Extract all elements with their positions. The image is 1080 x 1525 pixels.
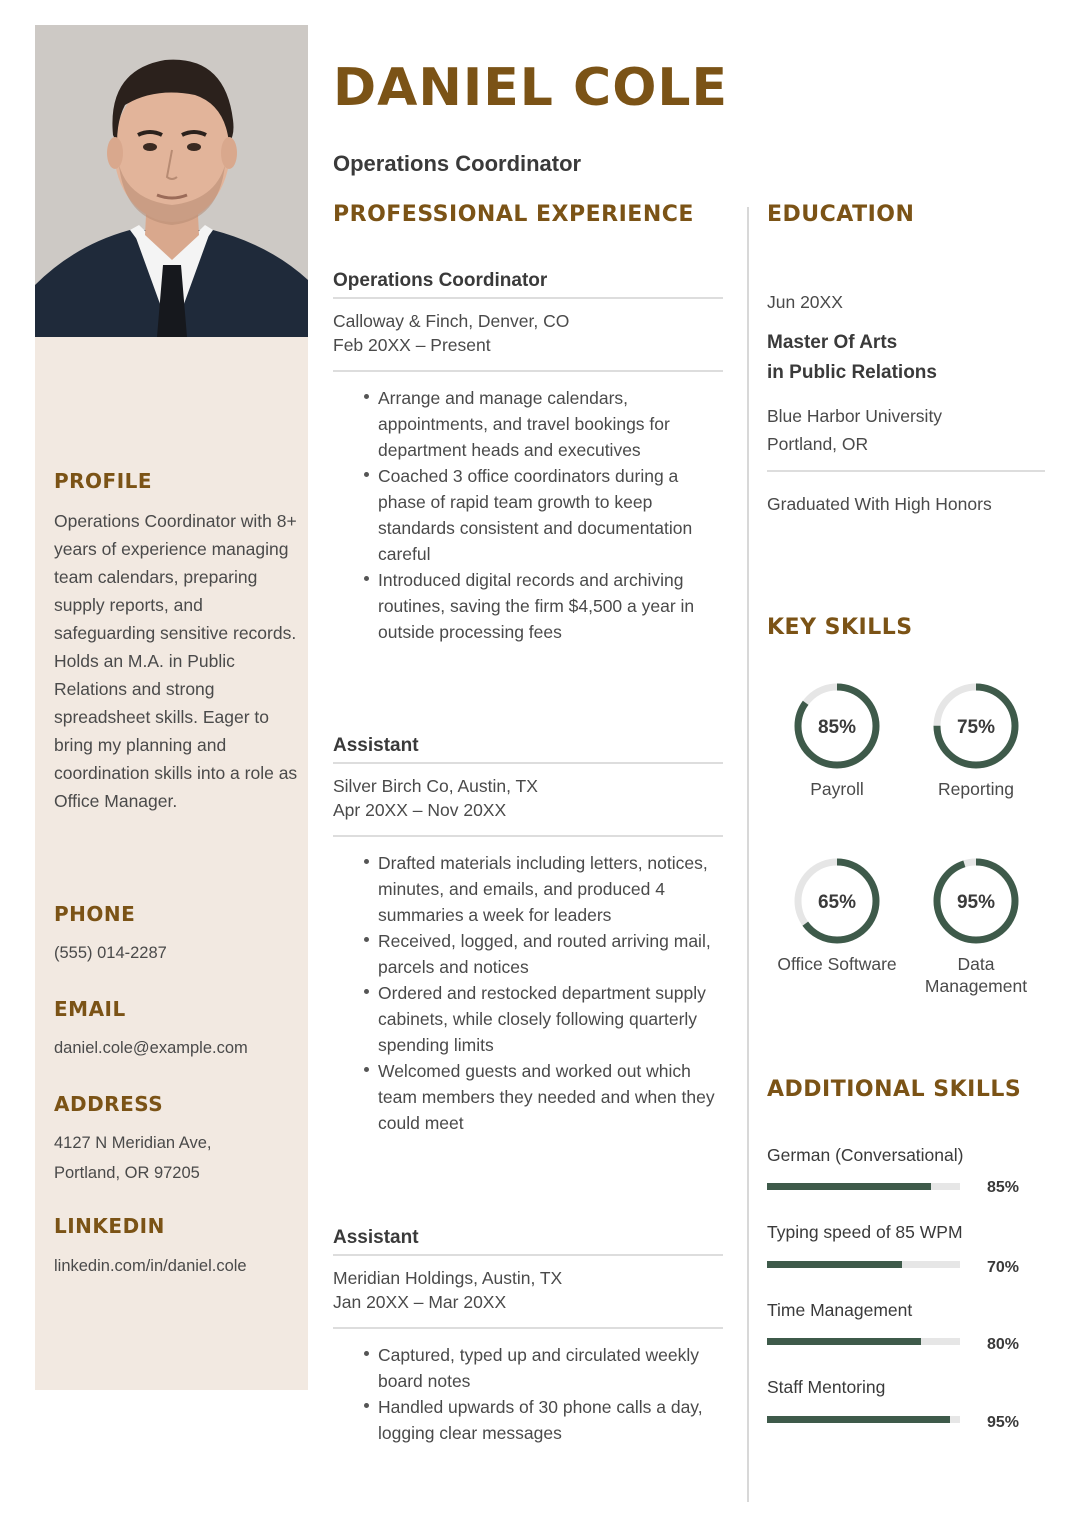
candidate-name: DANIEL COLE [333,58,729,118]
skill-label: Data Management [924,954,1028,996]
email-value: daniel.cole@example.com [54,1039,248,1057]
list-item: Welcomed guests and worked out which team members they needed and when they could meet [378,1058,723,1136]
skill-label: Payroll [810,779,864,799]
profile-heading: PROFILE [54,469,153,493]
skill-percent: 95% [956,892,996,913]
skill-percent: 85% [817,717,857,738]
list-item: Arrange and manage calendars, appointments, and travel bookings for department heads and executives [378,385,723,463]
job-company: Silver Birch Co, Austin, TX [333,776,538,796]
skill-bar-track [767,1261,960,1268]
job-dates: Apr 20XX – Nov 20XX [333,800,507,820]
divider [333,1254,723,1256]
list-item: Handled upwards of 30 phone calls a day, logging clear messages [378,1394,723,1446]
skill-ring [932,682,1020,770]
column-divider [747,207,749,1502]
additional-skill [767,1221,1037,1276]
job-role: Assistant [333,735,419,756]
job-entry [333,734,723,1136]
additional-skill-label: Staff Mentoring [767,1377,886,1397]
skill-bar-fill [767,1338,921,1345]
additional-skill [767,1376,1037,1431]
key-skill-reporting [896,682,1056,800]
additional-skill-label: German (Conversational) [767,1145,964,1165]
linkedin-value: linkedin.com/in/daniel.cole [54,1257,247,1275]
job-company: Meridian Holdings, Austin, TX [333,1268,563,1288]
education-heading: EDUCATION [767,202,915,227]
skill-bar-track [767,1183,960,1190]
skill-bar-fill [767,1416,950,1423]
skill-bar-fill [767,1261,902,1268]
divider [333,1327,723,1329]
skill-bar-percent: 95% [987,1414,1020,1431]
divider [767,470,1045,472]
skill-bar-fill [767,1183,931,1190]
additional-skills-heading: ADDITIONAL SKILLS [767,1077,1022,1102]
divider [333,762,723,764]
profile-text: Operations Coordinator with 8+ years of experience managing team calendars, preparing supply reports, and safeguarding sensitive records. Holds an M.A. in Public Relations and strong spreadsheet skills. Eager to bring my planning and coordination skills into a role as Office Manager. [54,511,298,811]
skill-bar-percent: 80% [987,1336,1020,1353]
education-entry [767,290,1045,516]
additional-skill [767,1299,1037,1353]
additional-skill [767,1144,1037,1196]
education-honors: Graduated With High Honors [767,494,992,514]
additional-skill-label: Typing speed of 85 WPM [767,1222,963,1242]
phone-value: (555) 014-2287 [54,944,167,962]
sidebar [35,25,308,1390]
job-role: Assistant [333,1227,419,1248]
education-location: Portland, OR [767,434,869,454]
education-degree-line2: in Public Relations [767,362,937,383]
skill-label: Office Software [777,954,897,974]
skill-bar-percent: 70% [987,1259,1020,1276]
job-dates: Jan 20XX – Mar 20XX [333,1292,507,1312]
list-item: Drafted materials including letters, notices, minutes, and emails, and produced 4 summaries a week for leaders [378,850,723,928]
phone-heading: PHONE [54,902,136,926]
key-skills-heading: KEY SKILLS [767,615,913,640]
additional-skill-label: Time Management [767,1300,913,1320]
divider [333,835,723,837]
job-bullets [333,850,723,1136]
skill-ring [793,857,881,945]
skill-label: Reporting [938,779,1014,799]
experience-heading: PROFESSIONAL EXPERIENCE [333,202,694,227]
list-item: Introduced digital records and archiving routines, saving the firm $4,500 a year in outside processing fees [378,567,723,645]
divider [333,297,723,299]
list-item: Received, logged, and routed arriving mail, parcels and notices [378,928,723,980]
job-bullets [333,1342,723,1446]
key-skill-office-software [757,857,917,975]
address-heading: ADDRESS [54,1092,164,1116]
list-item: Ordered and restocked department supply cabinets, while closely following quarterly spending limits [378,980,723,1058]
job-bullets [333,385,723,645]
key-skill-payroll [757,682,917,800]
address-line2: Portland, OR 97205 [54,1164,200,1182]
address-line1: 4127 N Meridian Ave, [54,1134,212,1152]
skill-percent: 65% [817,892,857,913]
skill-percent: 75% [956,717,996,738]
education-school: Blue Harbor University [767,406,943,426]
list-item: Captured, typed up and circulated weekly board notes [378,1342,723,1394]
key-skill-data-management [896,857,1056,997]
skill-bar-track [767,1338,960,1345]
education-date: Jun 20XX [767,292,843,312]
job-entry [333,1226,723,1446]
skill-bar-percent: 85% [987,1179,1020,1196]
job-dates: Feb 20XX – Present [333,335,491,355]
list-item: Coached 3 office coordinators during a phase of rapid team growth to keep standards consistent and documentation careful [378,463,723,567]
job-role: Operations Coordinator [333,270,548,291]
skill-bar-track [767,1416,960,1423]
skill-ring [932,857,1020,945]
candidate-title: Operations Coordinator [333,151,582,176]
skill-ring [793,682,881,770]
linkedin-heading: LINKEDIN [54,1214,165,1238]
job-company: Calloway & Finch, Denver, CO [333,311,570,331]
education-degree-line1: Master Of Arts [767,332,898,353]
email-heading: EMAIL [54,997,126,1021]
job-entry [333,269,723,645]
profile-photo [35,25,308,337]
divider [333,370,723,372]
